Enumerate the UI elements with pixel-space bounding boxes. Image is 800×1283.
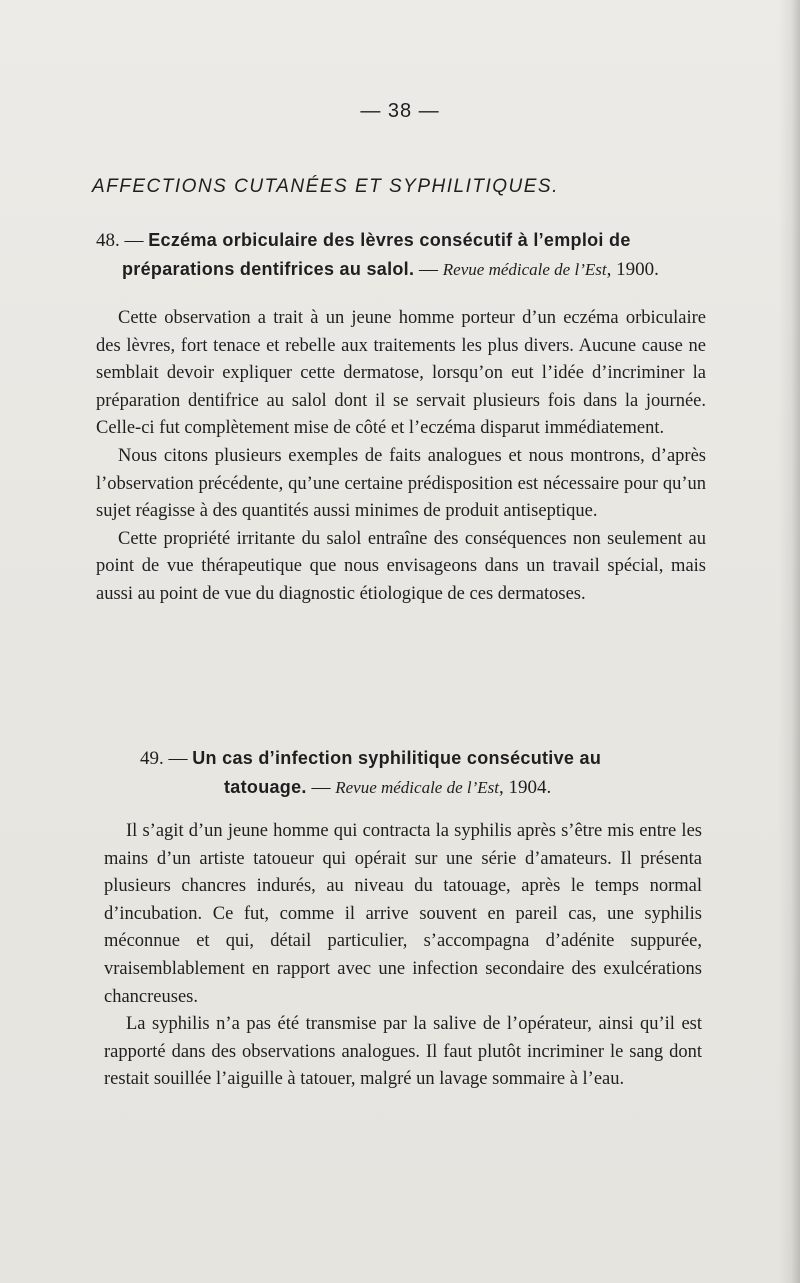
entry-48-source-dash: — xyxy=(414,259,443,280)
entry-48-paragraph-1: Cette observation a trait à un jeune homme porteur d’un eczéma orbiculaire des lèvres, fort tenace et rebelle aux traitements les plus divers. Aucune cause ne semblait devoir expliquer cette dermatose, lorsqu’on eut l’idée d’incriminer la préparation dentifrice au salol dont il se servait plusieurs fois dans la journée. Celle-ci fut complètement mise de côté et l’eczéma disparut immédiatement. xyxy=(96,308,706,439)
entry-49-paragraph-1: Il s’agit d’un jeune homme qui contracta la syphilis après s’être mis entre les mains d’un artiste tatoueur qui opérait sur une série d’amateurs. Il présenta plusieurs chancres indurés, au niveau du tatouage, après le temps normal d’incubation. Ce fut, comme il arrive souvent en pareil cas, une syphilis méconnue et qui, détail particulier, s’accompagna d’adénite suppurée, vraisemblablement en rapport avec une infection secondaire des exulcérations chancreuses. xyxy=(104,821,702,1007)
entry-49-year: , 1904. xyxy=(499,777,552,798)
entry-49-source-dash: — xyxy=(306,777,336,798)
page-number: — 38 — xyxy=(360,100,440,122)
entry-49-journal: Revue médicale de l’Est xyxy=(335,778,500,797)
entry-49-body xyxy=(104,818,702,1094)
entry-48-year: , 1900. xyxy=(606,259,659,280)
entry-49-dash: — xyxy=(163,748,193,769)
entry-49-title-part-1: Un cas d’infection syphilitique consécutive au xyxy=(192,748,602,768)
entry-48-title-line-1 xyxy=(96,226,708,255)
entry-48-title-part-1: Eczéma orbiculaire des lèvres consécutif à l’emploi de xyxy=(148,230,631,250)
entry-49-title-line-2 xyxy=(140,773,700,802)
entry-49-title-line-1 xyxy=(140,744,700,773)
entry-48-title-line-2 xyxy=(96,255,708,284)
entry-48-journal: Revue médicale de l’Est xyxy=(442,260,607,279)
entry-49-number: 49. xyxy=(140,748,164,769)
entry-48-heading xyxy=(96,226,708,284)
page-edge-shadow xyxy=(778,0,800,1283)
entry-48-body xyxy=(96,305,706,609)
entry-48-paragraph-3: Cette propriété irritante du salol entraîne des conséquences non seulement au point de vue thérapeutique que nous envisageons dans un travail spécial, mais aussi au point de vue du diagnostic étiologique de ces dermatoses. xyxy=(96,528,706,604)
entry-48-number: 48. xyxy=(96,230,120,251)
entry-48-paragraph-2: Nous citons plusieurs exemples de faits analogues et nous montrons, d’après l’observation précédente, qu’une certaine prédisposition est nécessaire pour qu’un sujet réagisse à des quantités aussi minimes de produit antiseptique. xyxy=(96,445,706,522)
entry-49-title-part-2: tatouage. xyxy=(224,777,307,797)
entry-49-paragraph-2: La syphilis n’a pas été transmise par la salive de l’opérateur, ainsi qu’il est rapporté dans des observations analogues. Il faut plutôt incriminer le sang dont restait souillée l’aiguille à tatouer, malgré un lavage sommaire à l’eau. xyxy=(104,1014,702,1090)
entry-48-dash: — xyxy=(119,230,149,251)
section-title: AFFECTIONS CUTANÉES ET SYPHILITIQUES. xyxy=(92,176,559,197)
entry-49-heading xyxy=(140,744,700,802)
entry-48-title-part-2: préparations dentifrices au salol. xyxy=(122,259,415,279)
